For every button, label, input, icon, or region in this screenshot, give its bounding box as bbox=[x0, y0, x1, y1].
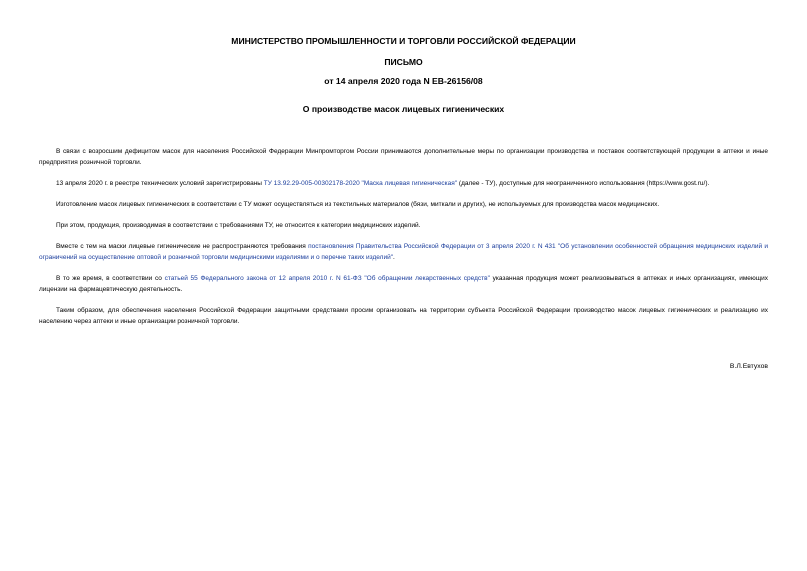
paragraph-3: Изготовление масок лицевых гигиенических в соответствии с ТУ может осуществляться из текстильных материалов (бязи, миткали и других), не используемых для производства масок медицинских. bbox=[56, 201, 660, 208]
signature: В.Л.Евтухов bbox=[729, 363, 768, 370]
government-decree-link[interactable]: постановления Правительства Российской Федерации от 3 апреля 2020 г. N 431 "Об установлении особенностей обращения медицинских изделий и ограничений на осуществление оптовой и розничной торговли медицинскими изделиями и о перечне таких изделий" bbox=[39, 243, 769, 261]
paragraph-5-text-b: . bbox=[393, 254, 395, 261]
federal-law-link[interactable]: статьей 55 Федерального закона от 12 апреля 2010 г. N 61-ФЗ "Об обращении лекарственных средств" bbox=[164, 275, 490, 282]
paragraph-1: В связи с возросшим дефицитом масок для населения Российской Федерации Минпромторгом России принимаются дополнительные меры по организации производства и поставок соответствующей продукции в аптеки и иные предприятия розничной торговли. bbox=[39, 148, 768, 166]
paragraph-4: При этом, продукция, производимая в соответствии с требованиями ТУ, не относится к категории медицинских изделий. bbox=[56, 222, 421, 229]
document-subject: О производстве масок лицевых гигиенических bbox=[302, 104, 505, 114]
paragraph-6-text-b: указанная продукция может реализовываться в аптеках и иных организациях, имеющих лицензии на фармацевтическую деятельность. bbox=[39, 275, 769, 293]
paragraph-2 bbox=[39, 178, 768, 189]
ministry-title: МИНИСТЕРСТВО ПРОМЫШЛЕННОСТИ И ТОРГОВЛИ РОССИЙСКОЙ ФЕДЕРАЦИИ bbox=[231, 36, 576, 46]
document-type: ПИСЬМО bbox=[384, 57, 423, 67]
tu-link[interactable]: ТУ 13.92.29-005-00302178-2020 "Маска лицевая гигиеническая" bbox=[263, 180, 458, 187]
paragraph-6-text-a: В то же время, в соответствии со bbox=[56, 275, 165, 282]
document-date-number: от 14 апреля 2020 года N ЕВ-26156/08 bbox=[324, 76, 483, 86]
paragraph-6 bbox=[39, 273, 768, 295]
paragraph-5-text-a: Вместе с тем на маски лицевые гигиенические не распространяются требования bbox=[56, 243, 309, 250]
paragraph-2-text-b: (далее - ТУ), доступные для неограниченного использования (https://www.gost.ru/). bbox=[457, 180, 710, 187]
document-body bbox=[39, 146, 768, 337]
paragraph-7: Таким образом, для обеспечения населения Российской Федерации защитными средствами просим организовать на территории субъекта Российской Федерации производство масок лицевых гигиенических и реализацию их населению через аптеки и иные организации розничной торговли. bbox=[39, 307, 768, 325]
paragraph-2-text-a: 13 апреля 2020 г. в реестре технических условий зарегистрированы bbox=[56, 180, 264, 187]
paragraph-5 bbox=[39, 241, 768, 263]
